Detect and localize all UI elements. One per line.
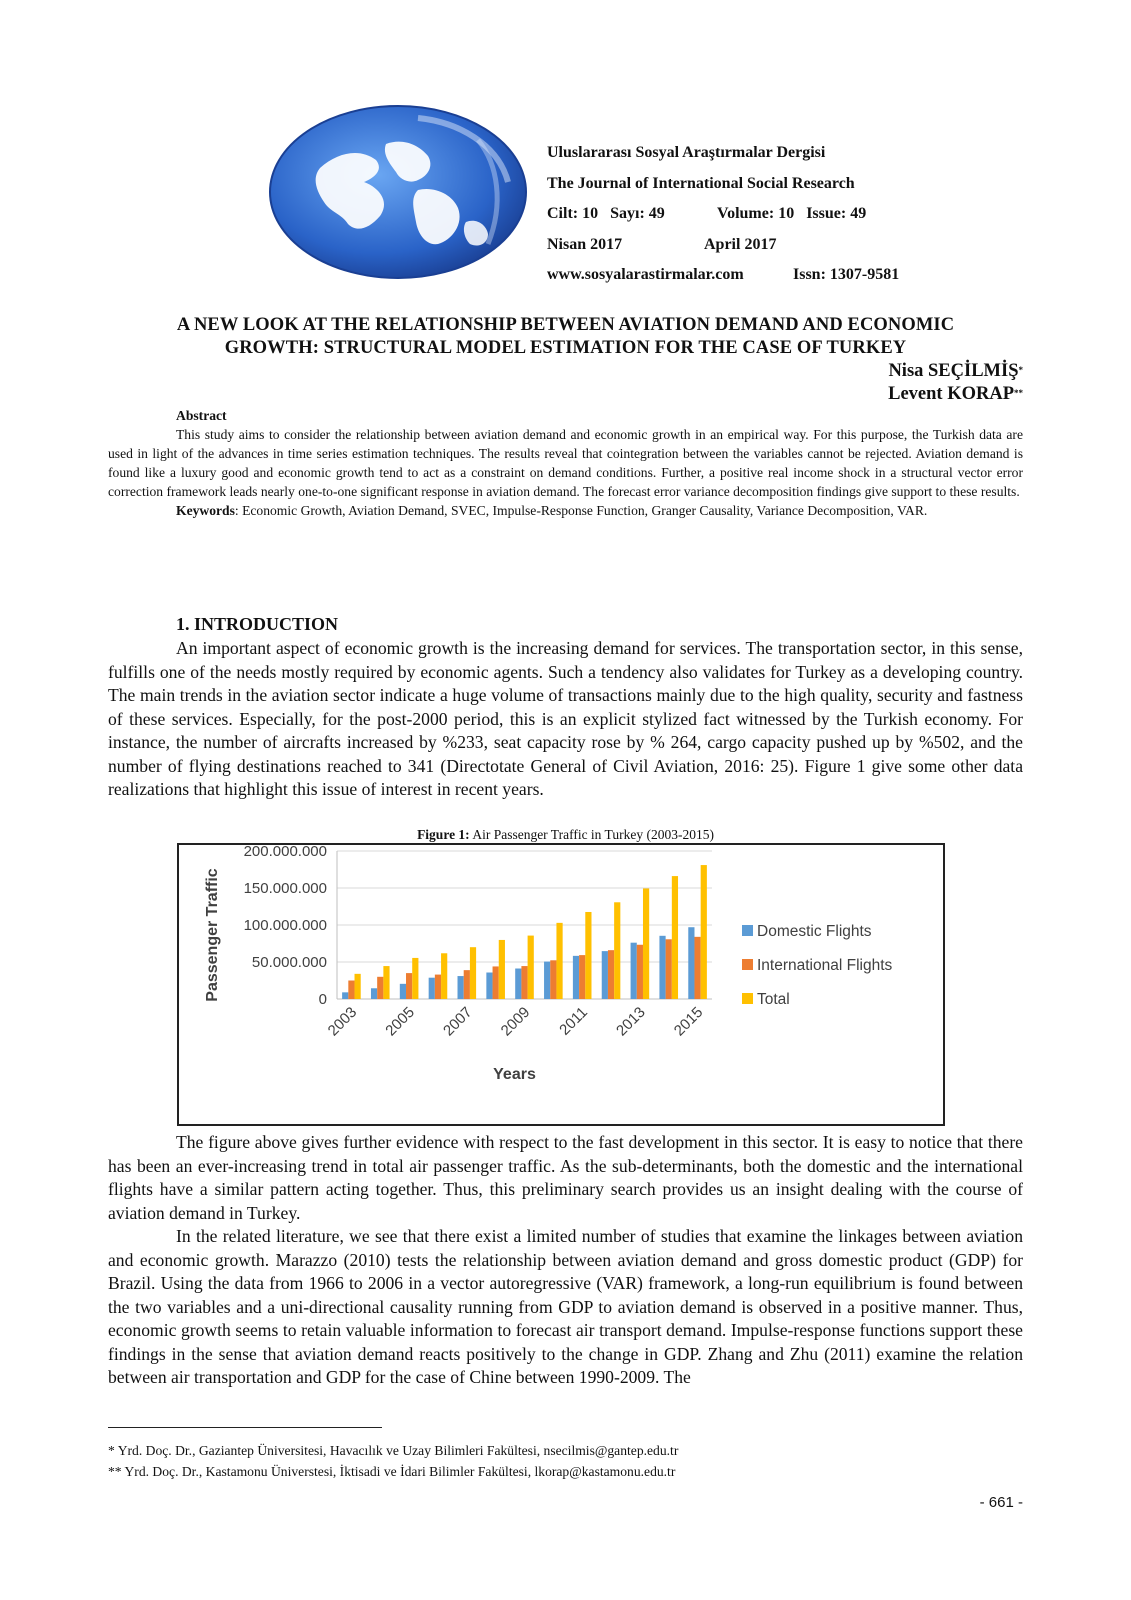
y-axis-title: Passenger Traffic — [204, 868, 221, 1002]
journal-info — [547, 138, 900, 291]
keywords — [108, 501, 1023, 520]
bar — [659, 936, 665, 999]
bar — [643, 888, 649, 999]
bar — [573, 956, 579, 999]
bar — [406, 973, 412, 999]
intro-paragraph-2: The figure above gives further evidence with respect to the fast development in this sector. It is easy to notice that there has been an ever-increasing trend in total air passenger traffic. As the sub-determinants, both the domestic and the international flights have a similar pattern acting together. Thus, this preliminary search provides us an insight dealing with the course of aviation demand in Turkey. — [108, 1132, 1023, 1223]
bar — [342, 992, 348, 999]
author-1-mark: * — [1018, 365, 1023, 375]
footnote-2 — [108, 1461, 678, 1482]
abstract-heading: Abstract — [176, 408, 227, 423]
journal-globe-logo — [268, 104, 536, 282]
bar — [631, 943, 637, 999]
cilt-sayi: Cilt: 10 Sayı: 49 — [547, 205, 665, 222]
legend-label: Total — [757, 991, 790, 1008]
bar — [666, 939, 672, 999]
bar — [441, 953, 447, 999]
bar — [486, 973, 492, 999]
y-tick-label: 0 — [318, 991, 327, 1008]
web-row — [547, 260, 900, 291]
bar — [377, 977, 383, 999]
paragraph-text: An important aspect of economic growth is the increasing demand for services. The transportation sector, in this sense, fulfills one of the needs mostly required by economic agents. Such a tendency also validates for Turkey as a developing country. The main trends in the aviation sector indicate a huge volume of transactions mainly due to the high quality, security and fastness of these services. Especially, for the post-2000 period, this is an explicit stylized fact witnessed by the Turkish economy. For instance, the number of aircrafts increased by %233, seat capacity rose by % 264, cargo capacity pushed up by %502, and the number of flying destinations reached to 341 (Directotate General of Civil Aviation, 2016: 25). Figure 1 give some other data realizations that highlight this issue of interest in recent years. — [108, 638, 1023, 799]
article-title — [108, 314, 1023, 360]
legend-swatch — [742, 959, 753, 970]
footnote-1-text: Yrd. Doç. Dr., Gaziantep Üniversitesi, Havacılık ve Uzay Bilimleri Fakültesi, nsecilmis@gantep.edu.tr — [114, 1443, 679, 1458]
volume-row — [547, 199, 867, 230]
bar — [493, 966, 499, 999]
footnote-divider — [108, 1427, 382, 1428]
bar — [672, 876, 678, 999]
x-tick-label: 2013 — [613, 1003, 649, 1040]
footnote-1 — [108, 1440, 678, 1461]
keywords-label: Keywords — [176, 503, 235, 518]
x-tick-label: 2015 — [670, 1003, 707, 1040]
volume-issue: Volume: 10 Issue: 49 — [717, 205, 867, 222]
bar — [435, 975, 441, 999]
author-2-name: Levent KORAP — [888, 384, 1014, 404]
abstract-text: This study aims to consider the relationship between aviation demand and economic growth in an empirical way. For this purpose, the Turkish data are used in light of the advances in time series estimation techniques. The results reveal that cointegration between the variables cannot be rejected. Aviation demand is found like a luxury good and economic growth tend to act as a constraint on demand conditions. Further, a positive real income shock in a structural vector error correction framework leads nearly one-to-one significant response in aviation demand. The forecast error variance decomposition findings give support to these results. — [108, 427, 1023, 499]
bar — [528, 936, 534, 999]
bar — [694, 937, 700, 999]
bar — [470, 947, 476, 999]
bar — [688, 927, 694, 999]
intro-paragraphs-2-3 — [108, 1131, 1023, 1390]
figure-label: Figure 1: — [417, 827, 470, 842]
abstract — [108, 406, 1023, 520]
bar — [556, 923, 562, 999]
bar — [579, 955, 585, 999]
legend-label: International Flights — [757, 957, 893, 974]
x-tick-label: 2007 — [440, 1003, 476, 1040]
keywords-list: : Economic Growth, Aviation Demand, SVEC, Impulse-Response Function, Granger Causality, Variance Decomposition, VAR. — [234, 503, 928, 518]
bar — [585, 912, 591, 999]
bar — [608, 950, 614, 999]
y-tick-label: 200.000.000 — [243, 845, 327, 860]
y-tick-label: 50.000.000 — [251, 954, 327, 971]
journal-name-tr: Uluslararası Sosyal Araştırmalar Dergisi — [547, 144, 826, 161]
x-axis-title: Years — [493, 1066, 536, 1083]
bar — [371, 988, 377, 999]
journal-website[interactable]: www.sosyalarastirmalar.com — [547, 266, 744, 283]
date-row — [547, 230, 855, 261]
authors — [888, 360, 1023, 406]
title-line-1: A NEW LOOK AT THE RELATIONSHIP BETWEEN AVIATION DEMAND AND ECONOMIC — [176, 315, 955, 335]
bar — [412, 958, 418, 999]
x-tick-label: 2011 — [556, 1003, 592, 1039]
bar — [400, 984, 406, 999]
legend-swatch — [742, 925, 753, 936]
bar — [383, 966, 389, 999]
bar — [637, 945, 643, 999]
title-line-2: GROWTH: STRUCTURAL MODEL ESTIMATION FOR THE CASE OF TURKEY — [224, 338, 907, 358]
bar — [515, 969, 521, 999]
passenger-traffic-chart — [179, 845, 943, 1124]
figure-caption — [0, 827, 1131, 843]
bar — [348, 981, 354, 1000]
bar — [602, 951, 608, 999]
y-tick-label: 100.000.000 — [243, 917, 327, 934]
journal-name-en: The Journal of International Social Research — [547, 174, 855, 192]
figure-caption-text: Air Passenger Traffic in Turkey (2003-2015) — [469, 827, 714, 842]
legend-label: Domestic Flights — [757, 923, 872, 940]
bar — [458, 976, 464, 999]
bar — [464, 970, 470, 999]
date-tr: Nisan 2017 — [547, 235, 623, 253]
y-tick-label: 150.000.000 — [243, 880, 327, 897]
date-en: April 2017 — [704, 235, 777, 253]
bar — [429, 978, 435, 999]
legend-swatch — [742, 993, 753, 1004]
footnote-1-mark: * — [108, 1443, 115, 1458]
x-tick-label: 2003 — [324, 1003, 361, 1040]
bar — [550, 960, 556, 999]
footnotes — [108, 1440, 678, 1482]
bar — [355, 974, 361, 999]
author-1 — [888, 360, 1023, 383]
footnote-2-text: Yrd. Doç. Dr., Kastamonu Üniverstesi, İktisadi ve İdari Bilimler Fakültesi, lkorap@kastamonu.edu.tr — [121, 1464, 676, 1479]
bar — [521, 966, 527, 999]
journal-header — [0, 0, 1131, 300]
x-tick-label: 2005 — [382, 1003, 418, 1040]
bar — [544, 962, 550, 999]
page-number: - 661 - — [979, 1494, 1023, 1511]
section-heading-introduction: 1. INTRODUCTION — [176, 614, 339, 634]
figure-1 — [177, 843, 945, 1126]
intro-paragraph-1 — [108, 637, 1023, 802]
x-tick-label: 2009 — [497, 1003, 534, 1040]
author-1-name: Nisa SEÇİLMİŞ — [888, 361, 1019, 381]
intro-paragraph-3: In the related literature, we see that there exist a limited number of studies that examine the linkages between aviation and economic growth. Marazzo (2010) tests the relationship between aviation demand and gross domestic product (GDP) for Brazil. Using the data from 1966 to 2006 in a vector autoregressive (VAR) framework, a long-run equilibrium is found between the two variables and a uni-directional causality running from GDP to aviation demand is observed in a positive manner. Thus, economic growth seems to retain valuable information to forecast air transport demand. Impulse-response functions support these findings in the sense that aviation demand reacts positively to the change in GDP. Zhang and Zhu (2011) examine the relation between air transportation and GDP for the case of Chine between 1990-2009. The — [108, 1226, 1023, 1387]
bar — [701, 865, 707, 999]
journal-issn: Issn: 1307-9581 — [793, 266, 900, 283]
author-2 — [888, 383, 1023, 406]
bar — [614, 902, 620, 999]
bar — [499, 940, 505, 999]
author-2-mark: ** — [1014, 388, 1023, 398]
footnote-2-mark: ** — [108, 1464, 122, 1479]
